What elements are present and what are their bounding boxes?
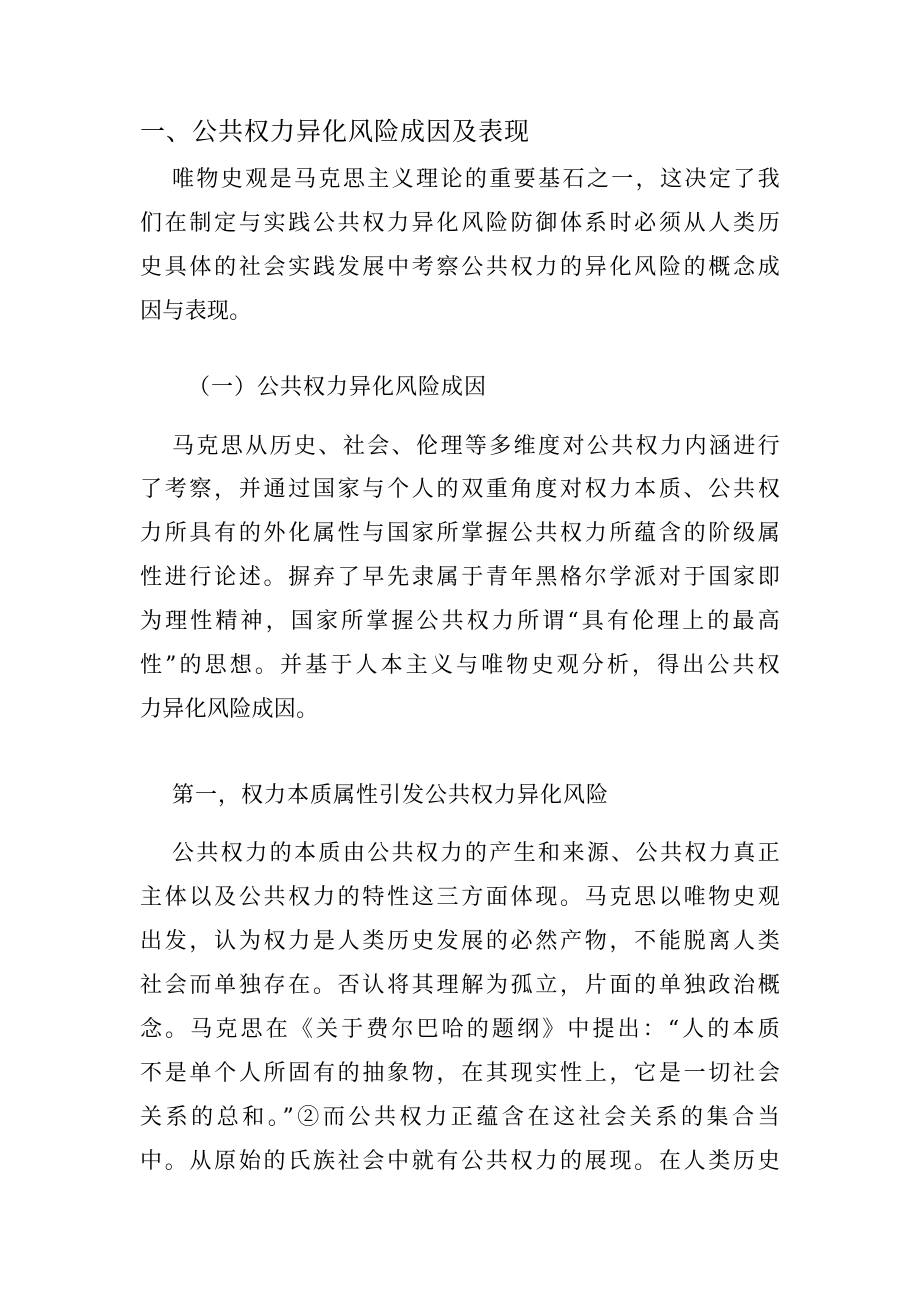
para1-line-7: 力异化风险成因。: [140, 697, 319, 722]
intro-line-1: 唯物史观是马克思主义理论的重要基石之一，这决定了我: [172, 167, 780, 192]
para2-line-8: 中。从原始的氏族社会中就有公共权力的展现。在人类历史: [140, 1149, 780, 1174]
para2-line-6: 不是单个人所固有的抽象物，在其现实性上，它是一切社会: [140, 1061, 780, 1086]
para2-line-3: 出发，认为权力是人类历史发展的必然产物，不能脱离人类: [140, 929, 780, 954]
para1-line-1: 马克思从历史、社会、伦理等多维度对公共权力内涵进行: [172, 434, 780, 459]
para2-line-2: 主体以及公共权力的特性这三方面体现。马克思以唯物史观: [140, 885, 780, 910]
para1-line-2: 了考察，并通过国家与个人的双重角度对权力本质、公共权: [140, 477, 780, 502]
para1-line-4: 性进行论述。摒弃了早先隶属于青年黑格尔学派对于国家即: [140, 565, 780, 590]
intro-line-3: 史具体的社会实践发展中考察公共权力的异化风险的概念成: [140, 255, 780, 280]
subsection-heading: （一）公共权力异化风险成因: [188, 375, 488, 400]
para2-line-5: 念。马克思在《关于费尔巴哈的题纲》中提出：“人的本质: [140, 1017, 780, 1042]
intro-line-4: 因与表现。: [140, 299, 252, 324]
para2-line-7: 关系的总和。”②而公共权力正蕴含在这社会关系的集合当: [140, 1105, 780, 1130]
para2-line-1: 公共权力的本质由公共权力的产生和来源、公共权力真正: [172, 841, 780, 866]
para1-line-3: 力所具有的外化属性与国家所掌握公共权力所蕴含的阶级属: [140, 521, 780, 546]
para2-line-4: 社会而单独存在。否认将其理解为孤立，片面的单独政治概: [140, 973, 780, 998]
intro-line-2: 们在制定与实践公共权力异化风险防御体系时必须从人类历: [140, 211, 780, 236]
para1-line-6: 性”的思想。并基于人本主义与唯物史观分析，得出公共权: [140, 653, 780, 678]
point-heading: 第一，权力本质属性引发公共权力异化风险: [172, 783, 610, 808]
section-heading: 一、公共权力异化风险成因及表现: [140, 117, 531, 146]
para1-line-5: 为理性精神，国家所掌握公共权力所谓“具有伦理上的最高: [140, 609, 780, 634]
